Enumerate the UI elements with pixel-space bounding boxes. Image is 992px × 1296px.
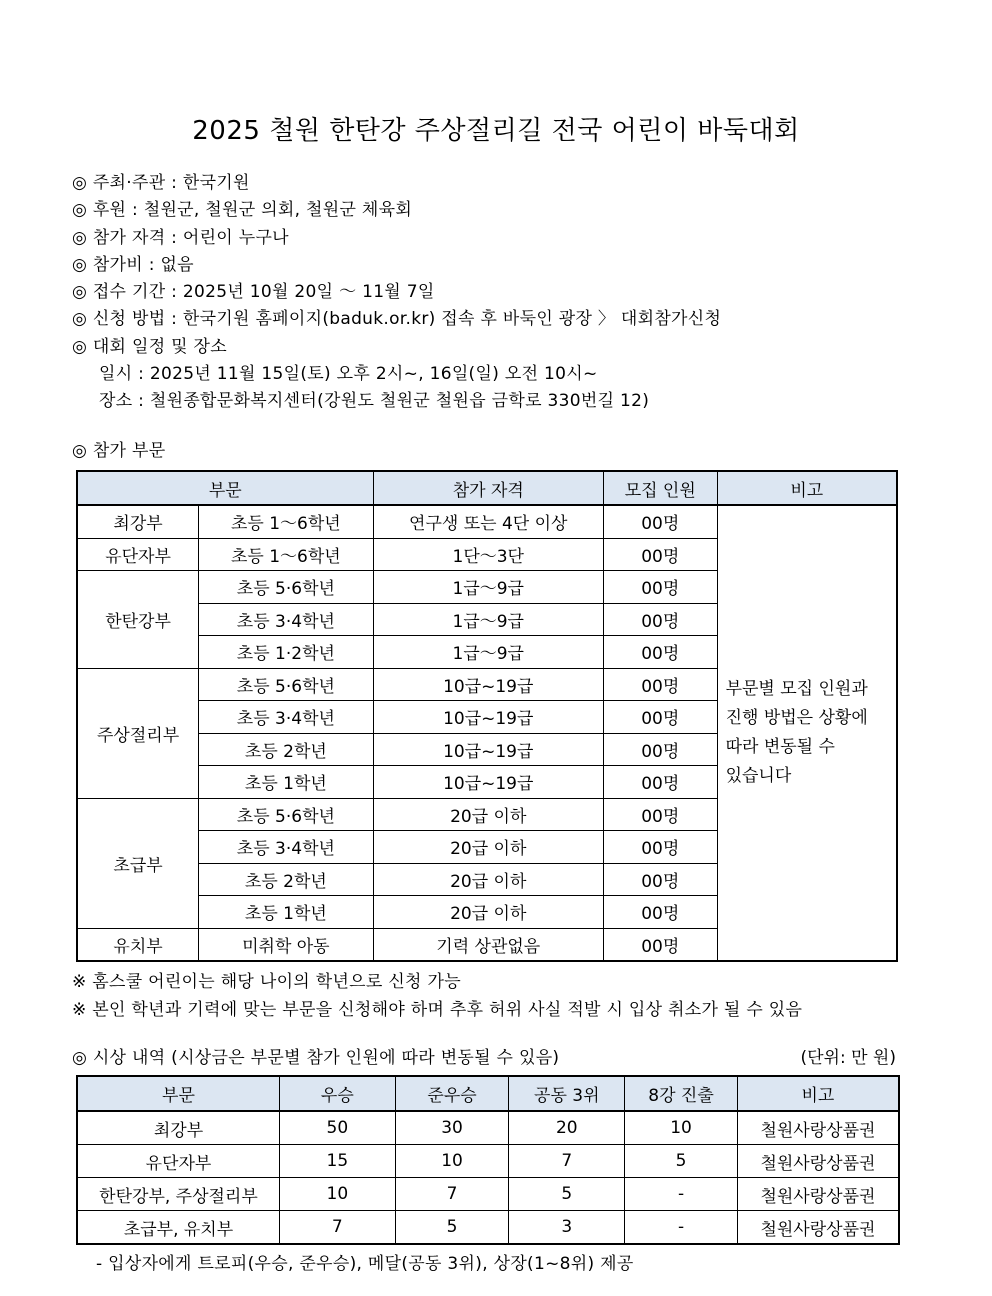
division-qualification: 10급~19급 (373, 701, 603, 734)
info-fee: ◎ 참가비 : 없음 (72, 254, 194, 275)
division-qualification: 10급~19급 (373, 766, 603, 799)
info-host: ◎ 주최·주관 : 한국기원 (72, 173, 250, 193)
header-third: 공동 3위 (509, 1076, 625, 1111)
prize-division: 초급부, 유치부 (77, 1211, 279, 1245)
note-line: 따라 변동될 수 (725, 737, 835, 757)
table-header-row (77, 471, 897, 505)
division-qualification: 20급 이하 (373, 863, 603, 896)
division-qualification: 20급 이하 (373, 798, 603, 831)
header-qualification: 참가 자격 (373, 471, 603, 505)
prize-top8: - (625, 1211, 738, 1245)
divisions-table (76, 470, 898, 962)
note-line: 있습니다 (725, 766, 792, 786)
division-count: 00명 (603, 831, 717, 864)
prize-top8: 10 (625, 1111, 738, 1145)
table-row (77, 1211, 899, 1245)
division-count: 00명 (603, 603, 717, 636)
division-count: 00명 (603, 505, 717, 538)
table-row (77, 1178, 899, 1211)
prize-note: 철원사랑상품권 (737, 1145, 899, 1178)
division-qualification: 1급～9급 (373, 603, 603, 636)
info-period: ◎ 접수 기간 : 2025년 10월 20일 ～ 11월 7일 (72, 282, 435, 303)
prize-first: 15 (279, 1145, 395, 1178)
table-row (77, 505, 897, 538)
header-second: 준우승 (395, 1076, 509, 1111)
division-grade: 초등 1학년 (199, 766, 373, 799)
division-count: 00명 (603, 733, 717, 766)
note-homeschool: ※ 홈스쿨 어린이는 해당 나이의 학년으로 신청 가능 (72, 972, 461, 992)
division-grade: 초등 5·6학년 (199, 668, 373, 701)
division-qualification: 1급～9급 (373, 636, 603, 669)
division-qualification: 20급 이하 (373, 896, 603, 929)
division-grade: 초등 2학년 (199, 863, 373, 896)
prize-note: 철원사랑상품권 (737, 1111, 899, 1145)
prize-unit: (단위: 만 원) (800, 1048, 896, 1068)
division-qualification: 10급~19급 (373, 668, 603, 701)
table-row (77, 1145, 899, 1178)
division-group: 한탄강부 (77, 571, 199, 669)
info-apply-method: ◎ 신청 방법 : 한국기원 홈페이지(baduk.or.kr) 접속 후 바둑인 광장 〉 대회참가신청 (72, 309, 722, 330)
division-count: 00명 (603, 538, 717, 571)
footer-note: - 입상자에게 트로피(우승, 준우승), 메달(공동 3위), 상장(1~8위) 제공 (96, 1254, 634, 1274)
division-count: 00명 (603, 701, 717, 734)
division-count: 00명 (603, 571, 717, 604)
division-grade: 초등 5·6학년 (199, 571, 373, 604)
division-grade: 초등 1～6학년 (199, 505, 373, 538)
prize-note: 철원사랑상품권 (737, 1211, 899, 1245)
prize-first: 50 (279, 1111, 395, 1145)
division-grade: 미취학 아동 (199, 928, 373, 961)
prize-top8: - (625, 1178, 738, 1211)
notes-list (72, 968, 802, 1024)
header-first: 우승 (279, 1076, 395, 1111)
divisions-heading: ◎ 참가 부문 (72, 441, 166, 461)
prize-division: 최강부 (77, 1111, 279, 1145)
prize-second: 10 (395, 1145, 509, 1178)
header-top8: 8강 진출 (625, 1076, 738, 1111)
prize-note: 철원사랑상품권 (737, 1178, 899, 1211)
division-count: 00명 (603, 636, 717, 669)
header-division: 부문 (77, 471, 373, 505)
prize-first: 7 (279, 1211, 395, 1245)
header-count: 모집 인원 (603, 471, 717, 505)
prize-third: 3 (509, 1211, 625, 1245)
division-count: 00명 (603, 766, 717, 799)
division-grade: 초등 2학년 (199, 733, 373, 766)
division-group: 주상절리부 (77, 668, 199, 798)
header-division: 부문 (77, 1076, 279, 1111)
division-qualification: 20급 이하 (373, 831, 603, 864)
prize-table (76, 1075, 900, 1245)
division-group: 초급부 (77, 798, 199, 928)
table-row (77, 1111, 899, 1145)
note-line: 진행 방법은 상황에 (725, 708, 868, 728)
note-eligibility-warning: ※ 본인 학년과 기력에 맞는 부문을 신청해야 하며 추후 허위 사실 적발 시 입상 취소가 될 수 있음 (72, 1000, 803, 1020)
division-group: 유치부 (77, 928, 199, 961)
prize-third: 7 (509, 1145, 625, 1178)
header-note: 비고 (717, 471, 897, 505)
info-list (72, 170, 721, 416)
prize-division: 한탄강부, 주상절리부 (77, 1178, 279, 1211)
page-title: 2025 철원 한탄강 주상절리길 전국 어린이 바둑대회 (192, 116, 800, 146)
division-count: 00명 (603, 798, 717, 831)
info-sponsor: ◎ 후원 : 철원군, 철원군 의회, 철원군 체육회 (72, 200, 413, 221)
prize-division: 유단자부 (77, 1145, 279, 1178)
division-qualification: 연구생 또는 4단 이상 (373, 505, 603, 538)
division-count: 00명 (603, 863, 717, 896)
division-count: 00명 (603, 896, 717, 929)
division-grade: 초등 3·4학년 (199, 603, 373, 636)
prize-second: 5 (395, 1211, 509, 1245)
division-grade: 초등 1·2학년 (199, 636, 373, 669)
table-header-row (77, 1076, 899, 1111)
prize-third: 20 (509, 1111, 625, 1145)
division-group: 최강부 (77, 505, 199, 538)
info-eligibility: ◎ 참가 자격 : 어린이 누구나 (72, 227, 289, 248)
division-grade: 초등 3·4학년 (199, 701, 373, 734)
prize-second: 30 (395, 1111, 509, 1145)
division-grade: 초등 1학년 (199, 896, 373, 929)
prize-top8: 5 (625, 1145, 738, 1178)
division-count: 00명 (603, 928, 717, 961)
division-qualification: 1급～9급 (373, 571, 603, 604)
schedule-date: 일시 : 2025년 11월 15일(토) 오후 2시~, 16일(일) 오전 10시~ (99, 364, 598, 385)
note-line: 부문별 모집 인원과 (725, 679, 868, 699)
prize-heading: ◎ 시상 내역 (시상금은 부문별 참가 인원에 따라 변동될 수 있음) (72, 1048, 560, 1068)
info-schedule-heading: ◎ 대회 일정 및 장소 (72, 336, 228, 357)
header-note: 비고 (737, 1076, 899, 1111)
division-grade: 초등 5·6학년 (199, 798, 373, 831)
division-qualification: 10급~19급 (373, 733, 603, 766)
prize-third: 5 (509, 1178, 625, 1211)
division-count: 00명 (603, 668, 717, 701)
schedule-place: 장소 : 철원종합문화복지센터(강원도 철원군 철원읍 금학로 330번길 12) (99, 391, 650, 412)
division-grade: 초등 1～6학년 (199, 538, 373, 571)
prize-first: 10 (279, 1178, 395, 1211)
prize-second: 7 (395, 1178, 509, 1211)
division-note (717, 505, 897, 961)
division-qualification: 기력 상관없음 (373, 928, 603, 961)
division-qualification: 1단～3단 (373, 538, 603, 571)
division-grade: 초등 3·4학년 (199, 831, 373, 864)
division-group: 유단자부 (77, 538, 199, 571)
